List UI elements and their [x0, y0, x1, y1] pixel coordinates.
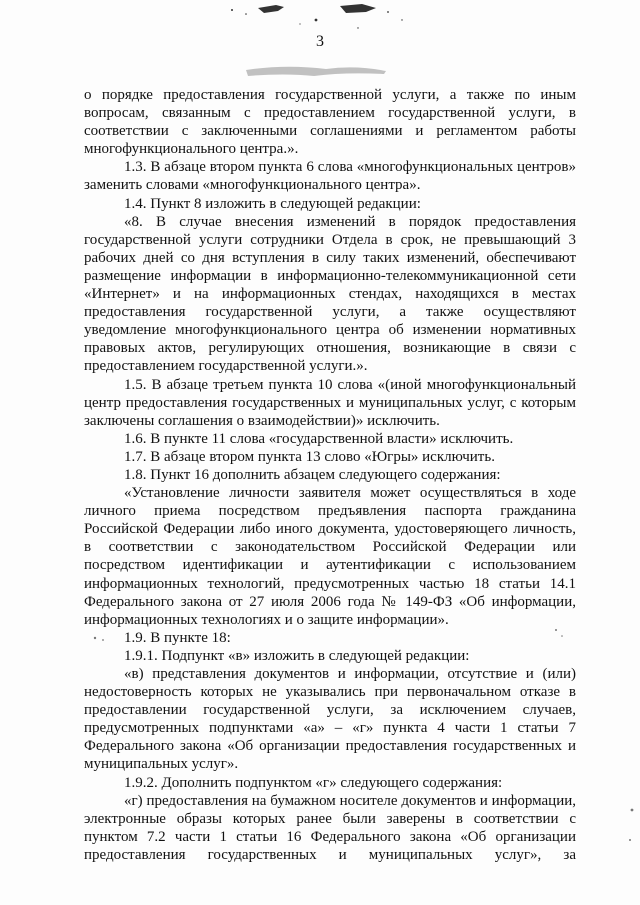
- paragraph-subpoint-g: «г) предоставления на бумажном носителе документов и информации, электронные образы которых ранее были заверены в соответствии с пунктом 7.2 части 1 статьи 16 Федерального закона «Об организации предоставления государственных и муниципальных услуг», за: [84, 792, 576, 863]
- page-number: 3: [316, 33, 324, 50]
- paragraph-point-8: «8. В случае внесения изменений в порядок предоставления государственной услуги сотрудники Отдела в срок, не превышающий 3 рабочих дней со дня вступления в силу таких изменений, обеспечивают размещение информации в информационно-телекоммуникационной сети «Интернет» и на информационных стендах, находящихся в местах предоставления государственной услуги, а также осуществляют уведомление многофункционального центра об изменении нормативных правовых актов, регулирующих отношения, возникающие в связи с предоставлением государственной услуги.».: [84, 213, 576, 375]
- scan-speck: [387, 11, 389, 13]
- scan-smudge: [340, 4, 376, 13]
- paragraph-1-9-2: 1.9.2. Дополнить подпунктом «г» следующего содержания:: [124, 774, 503, 791]
- scan-smudge: [246, 67, 386, 76]
- paragraph-identity: «Установление личности заявителя может осуществляться в ходе личного приема посредством предъявления паспорта гражданина Российской Федерации либо иного документа, удостоверяющего личность, в соответствии с законодательством Российской Федерации или посредством идентификации и аутентификации с использованием информационных технологий, предусмотренных частью 18 статьи 14.1 Федерального закона от 27 июля 2006 года № 149-ФЗ «Об информации, информационных технологиях и о защите информации».: [84, 485, 576, 628]
- paragraph-continuation: о порядке предоставления государственной услуги, а также по иным вопросам, связанным с предоставлением государственной услуги, в соответствии с заключенными соглашениями и регламентом работы многофункционального центра.».: [84, 87, 576, 158]
- paragraph-1-9: 1.9. В пункте 18:: [124, 629, 231, 646]
- paragraph-1-7: 1.7. В абзаце втором пункта 13 слово «Югры» исключить.: [124, 448, 495, 465]
- scan-speck: [401, 19, 402, 20]
- scan-speck: [231, 9, 233, 11]
- scan-smudge: [258, 5, 284, 13]
- scan-speck: [357, 27, 358, 28]
- scan-speck: [631, 809, 634, 812]
- paragraph-1-5: 1.5. В абзаце третьем пункта 10 слова «(иной многофункциональный центр предоставления государственных и муниципальных услуг, с которым заключены соглашения о взаимодействии)» исключить.: [84, 376, 576, 429]
- document-body: [84, 86, 576, 864]
- paragraph-1-9-1: 1.9.1. Подпункт «в» изложить в следующей редакции:: [124, 647, 470, 664]
- paragraph-subpoint-v: «в) представления документов и информации, отсутствие и (или) недостоверность которых не указывались при первоначальном отказе в предоставлении государственной услуги, за исключением случаев, предусмотренных подпунктами «а» – «г» пункта 4 части 1 статьи 7 Федерального закона «Об организации предоставления государственных и муниципальных услуг».: [84, 666, 576, 773]
- scan-speck: [299, 23, 300, 24]
- paragraph-1-6: 1.6. В пункте 11 слова «государственной власти» исключить.: [124, 430, 514, 447]
- scan-speck: [315, 19, 318, 22]
- paragraph-1-8: 1.8. Пункт 16 дополнить абзацем следующего содержания:: [124, 466, 501, 483]
- paragraph-1-3: 1.3. В абзаце втором пункта 6 слова «многофункциональных центров» заменить словами «многофункционального центра».: [84, 159, 576, 194]
- paragraph-1-4: 1.4. Пункт 8 изложить в следующей редакции:: [124, 195, 421, 212]
- scan-speck: [245, 13, 247, 15]
- scan-speck: [629, 839, 631, 841]
